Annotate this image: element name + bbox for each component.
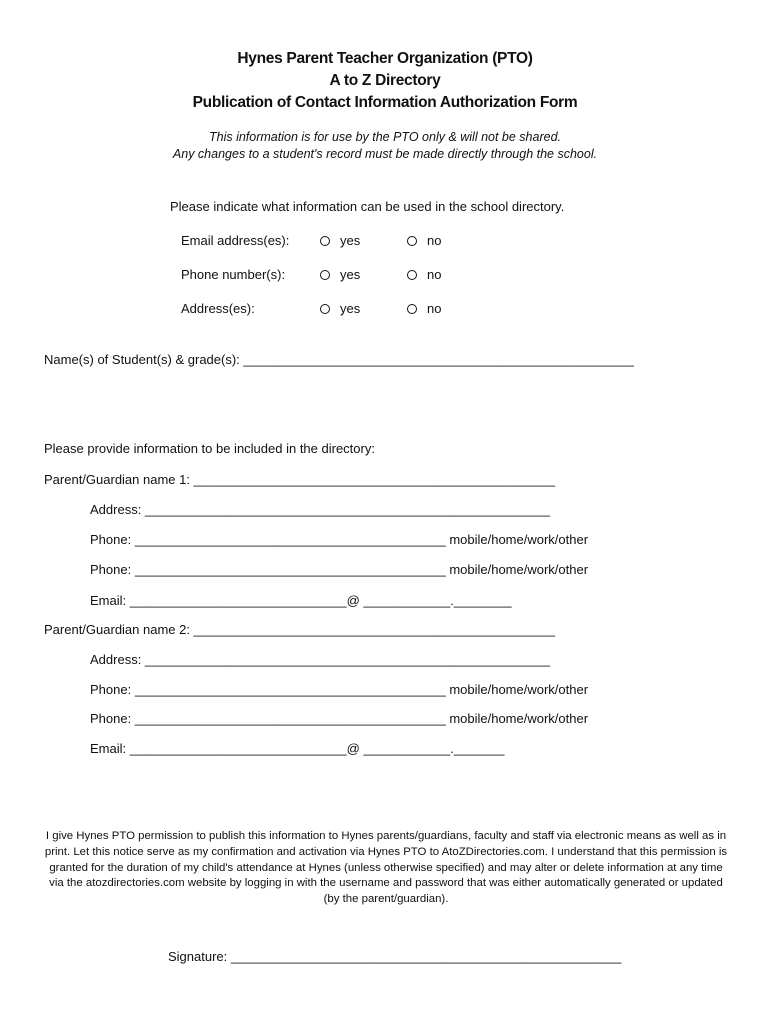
guardian2-phone2-field[interactable]: Phone: ___________________________________________ mobile/home/work/other <box>90 711 589 726</box>
directory-prompt: Please provide information to be included in the directory: <box>44 441 375 456</box>
consent-prompt: Please indicate what information can be used in the school directory. <box>170 199 565 214</box>
email-no-option[interactable]: no <box>407 233 441 248</box>
radio-circle-icon[interactable] <box>320 236 330 246</box>
radio-circle-icon[interactable] <box>407 270 417 280</box>
guardian1-phone2-field[interactable]: Phone: ___________________________________________ mobile/home/work/other <box>90 562 589 577</box>
email-yes-option[interactable]: yes <box>320 233 360 248</box>
guardian1-phone1-field[interactable]: Phone: ___________________________________________ mobile/home/work/other <box>90 532 589 547</box>
radio-circle-icon[interactable] <box>407 236 417 246</box>
privacy-note: This information is for use by the PTO only & will not be shared. <box>208 130 561 144</box>
address-yes-option[interactable]: yes <box>320 301 360 316</box>
address-consent-label: Address(es): <box>181 301 255 316</box>
radio-circle-icon[interactable] <box>320 270 330 280</box>
permission-statement: I give Hynes PTO permission to publish this information to Hynes parents/guardians, faculty and staff via electronic means as well as in print. Let this notice serve as my confirmation and activation via Hynes PTO to AtoZDirectories.com. I understand that this permission is granted for the duration of my child's attendance at Hynes (unless otherwise specified) and may alter or delete information at any time via the atozdirectories.com website by logging in with the username and password that was either automatically generated or updated (by the parent/guardian). <box>44 830 728 906</box>
guardian1-name-field[interactable]: Parent/Guardian name 1: __________________________________________________ <box>44 472 556 487</box>
guardian2-name-field[interactable]: Parent/Guardian name 2: __________________________________________________ <box>44 622 556 637</box>
address-no-option[interactable]: no <box>407 301 441 316</box>
guardian1-email-field[interactable]: Email: ______________________________@ ____________.________ <box>90 593 512 608</box>
signature-field[interactable]: Signature: ______________________________________________________ <box>168 949 622 964</box>
form-subtitle: A to Z Directory <box>329 72 441 89</box>
guardian2-email-field[interactable]: Email: ______________________________@ ____________._______ <box>90 741 505 756</box>
students-field[interactable]: Name(s) of Student(s) & grade(s): ______________________________________________________ <box>44 352 634 367</box>
form-title: Hynes Parent Teacher Organization (PTO) <box>237 50 533 67</box>
email-consent-label: Email address(es): <box>181 233 290 248</box>
radio-circle-icon[interactable] <box>407 304 417 314</box>
changes-note: Any changes to a student's record must be made directly through the school. <box>172 147 598 161</box>
guardian1-address-field[interactable]: Address: ________________________________________________________ <box>90 502 550 517</box>
phone-no-option[interactable]: no <box>407 267 441 282</box>
guardian2-phone1-field[interactable]: Phone: ___________________________________________ mobile/home/work/other <box>90 682 589 697</box>
phone-yes-option[interactable]: yes <box>320 267 360 282</box>
phone-consent-label: Phone number(s): <box>181 267 286 282</box>
form-heading: Publication of Contact Information Authorization Form <box>192 94 578 111</box>
radio-circle-icon[interactable] <box>320 304 330 314</box>
guardian2-address-field[interactable]: Address: ________________________________________________________ <box>90 652 550 667</box>
